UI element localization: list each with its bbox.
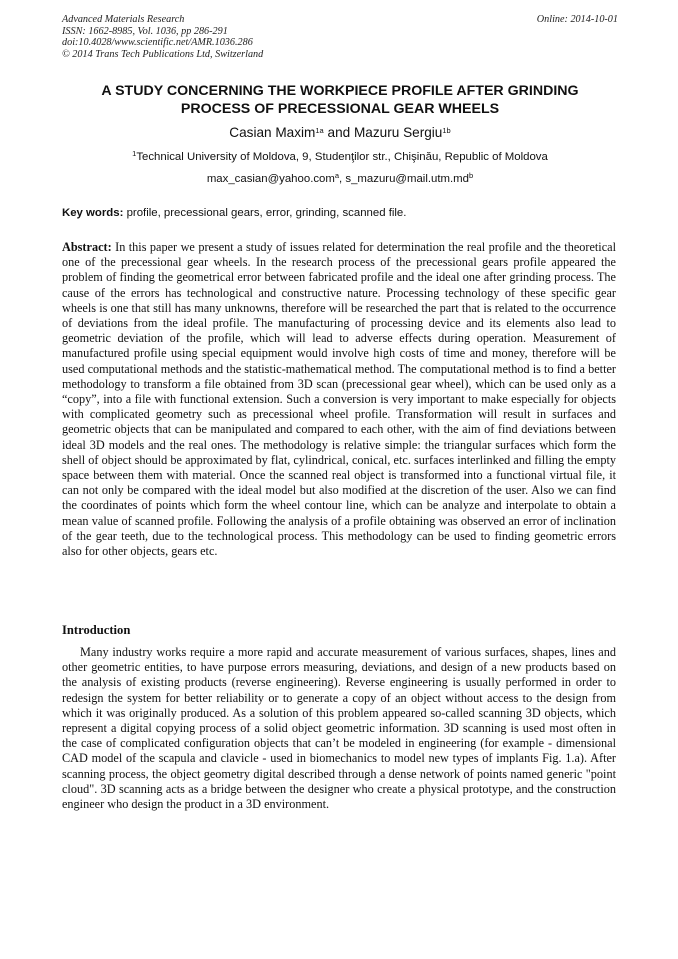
- email-address: s_mazuru@mail.utm.md: [345, 173, 469, 185]
- paper-title: [62, 82, 618, 118]
- author-list: [62, 124, 618, 142]
- abstract-text: In this paper we present a study of issues related for determination the real profile and the theoretical one of the precessional gear wheels. In the research process of the precessional gears profile appeared the problem of finding the geometrical error between fabricated profile and the ideal one after grinding process. The cause of the errors has technological and constructive nature. Processing technology of these specific gear wheels is one that still has many unknowns, therefore will be researched the part that is related to the occurrence of deviations from the ideal profile. The manufacturing of processing device and its elements also lead to geometric deviation of the profile, which will lead to adverse effects during operation. Measurement of manufactured profile using special equipment would involve high costs of time and money, therefore will be used computational methods and the statistic-mathematical method. The computational method is to find a better methodology to transform a file obtained from 3D scan (precessional gear wheel), which can be used only as a “copy”, into a file with functional extension. Such a conversion is very important to make especially for objects with complicated geometry such as precessional wheel profile. Transformation will result in surfaces and geometric objects that can be manipulated and compared to each other, with the aim of find deviations between ideal 3D models and the real ones. The methodology is relative simple: the triangular surfaces which form the shell of object should be approximated by flat, cylindrical, conical, etc. surfaces interlinked and filling the empty space between them with material. Once the scanned real object is transformed into a functional virtual file, it can not only be compared with the ideal model but also modified at the discretion of the user. Also we can find the coordinates of points which form the wheel contour line, which can be analyze and interpolate to obtain a mean value of scanned profile. Following the analysis of a profile obtaining was observed an error of inclination of the gear teeth, due to the technological process. This methodology can be used to finding geometric errors also for other objects, gears etc.: [62, 240, 616, 559]
- abstract: [62, 240, 616, 559]
- keywords-label: Key words:: [62, 207, 124, 219]
- email-superscript: a: [334, 171, 340, 180]
- journal-issn: ISSN: 1662-8985, Vol. 1036, pp 286-291: [62, 25, 228, 37]
- author-emails: [62, 172, 618, 186]
- introduction-paragraph: Many industry works require a more rapid and accurate measurement of various surfaces, shapes, lines and other geometric entities, to have purpose errors measuring, deviations, and design of a new products based on the analysis of existing products (reverse engineering). Reverse engineering is usually performed in order to redesign the system for better reliability or to generate a copy of an object without access to the design from which it was originally produced. As a solution of this problem appeared so-called scanning 3D objects, which represent a digital copying process of a solid object geometric information. 3D scanning is used most often in the case of complicated configuration objects that can’t be modeled in engineering (for example - dimensional CAD model of the scapula and clavicle - used in biomechanics to model new types of implants Fig. 1.a). After scanning process, the object geometry digital described through a dense network of points named generic "point cloud". 3D scanning acts as a bridge between the designer who create a physical prototype, and the construction engineer who design the product in a 3D environment.: [62, 645, 616, 812]
- author-superscript: 1b: [442, 126, 451, 135]
- paper-title-line1: A STUDY CONCERNING THE WORKPIECE PROFILE AFTER GRINDING: [101, 83, 579, 99]
- journal-name: Advanced Materials Research: [62, 14, 185, 25]
- affiliation-text: Technical University of Moldova, 9, Studenţilor str., Chişinău, Republic of Moldova: [136, 151, 548, 163]
- affiliation: [62, 150, 618, 164]
- journal-copyright: © 2014 Trans Tech Publications Ltd, Switzerland: [62, 48, 264, 60]
- introduction-heading: Introduction: [62, 623, 131, 637]
- paper-title-line2: PROCESS OF PRECESSIONAL GEAR WHEELS: [180, 101, 500, 117]
- journal-doi: doi:10.4028/www.scientific.net/AMR.1036.286: [62, 37, 253, 49]
- abstract-label: Abstract:: [62, 240, 112, 254]
- author-name: Casian Maxim: [229, 125, 316, 140]
- keywords: [62, 206, 618, 220]
- online-date: Online: 2014-10-01: [536, 14, 618, 25]
- email-superscript: b: [469, 171, 474, 180]
- email-separator: ,: [339, 173, 346, 185]
- affiliation-superscript: 1: [132, 149, 137, 158]
- email-address: max_casian@yahoo.com: [206, 173, 335, 185]
- author-joiner: and: [323, 125, 354, 140]
- journal-header: [62, 14, 618, 60]
- author-superscript: 1a: [315, 126, 324, 135]
- keywords-text: profile, precessional gears, error, grinding, scanned file.: [123, 207, 407, 219]
- author-name: Mazuru Sergiu: [353, 125, 443, 140]
